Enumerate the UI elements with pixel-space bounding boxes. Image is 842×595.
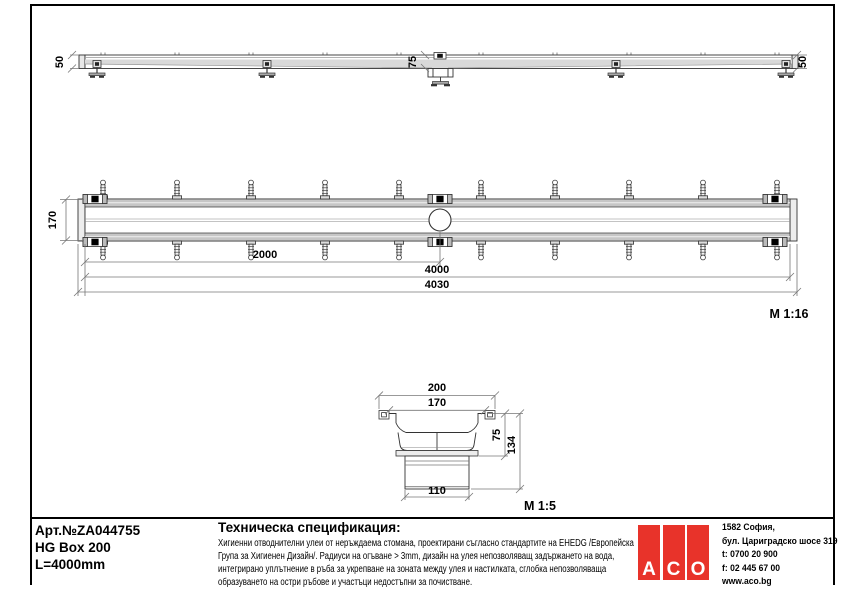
- plan-scale-label: M 1:16: [769, 307, 809, 321]
- dim-section-depth: 75: [491, 428, 503, 442]
- aco-logo-letter: A: [642, 559, 656, 580]
- dim-plan-to-outlet: 2000: [252, 249, 278, 261]
- spec-line: образуването на остри ръбове и участъци недостъпни за почистване.: [218, 577, 473, 588]
- dim-plan-length: 4000: [424, 264, 450, 276]
- product-model: HG Box 200: [35, 540, 111, 555]
- aco-logo-letter: C: [666, 559, 681, 580]
- dim-section-outer-width: 200: [427, 382, 447, 394]
- address-line: f: 02 445 67 00: [722, 562, 780, 574]
- product-length: L=4000mm: [35, 557, 106, 572]
- dim-plan-overall: 4030: [424, 279, 450, 291]
- aco-logo: [638, 525, 709, 580]
- dim-section-height: 134: [506, 435, 518, 455]
- spec-line: интегрирано уплътнение в ръба за укрепване на зоната между улея и настилката, сглобка непозволяваща: [218, 564, 607, 575]
- dim-side-left-height: 50: [54, 55, 66, 69]
- sheet-border: [30, 4, 835, 585]
- product-info: [35, 522, 140, 573]
- spec-line: Хигиенни отводнителни улеи от неръждаема стомана, проектирани съгласно стандартите на EHEDG /Европейска: [218, 538, 634, 549]
- spec-line: Група за Хигиенен Дизайн/. Радиуси на огъване > 3mm, дизайн на улея непозволяващ задържането на вода,: [218, 551, 615, 562]
- section-scale-label: M 1:5: [524, 499, 556, 513]
- dim-side-right-height: 50: [797, 55, 809, 69]
- dim-section-outlet-width: 110: [428, 485, 446, 497]
- article-number: Арт.№ZA044755: [35, 523, 141, 538]
- address-line: t: 0700 20 900: [722, 549, 778, 561]
- aco-logo-letter: O: [690, 559, 706, 580]
- dim-plan-width: 170: [47, 210, 59, 230]
- dim-side-center-depth: 75: [407, 55, 419, 69]
- company-address: [722, 521, 838, 589]
- title-block: [32, 517, 838, 588]
- address-line: 1582 София,: [722, 522, 775, 533]
- spec-title: Техническа спецификация:: [218, 520, 401, 535]
- address-line: бул. Цариградско шосе 319: [722, 535, 838, 547]
- spec-text: [218, 537, 634, 589]
- aco-logo-bar: [638, 525, 660, 580]
- aco-logo-bar: [663, 525, 685, 580]
- address-line: www.aco.bg: [722, 576, 772, 588]
- dim-section-inner-width: 170: [427, 397, 447, 409]
- aco-logo-bar: [687, 525, 709, 580]
